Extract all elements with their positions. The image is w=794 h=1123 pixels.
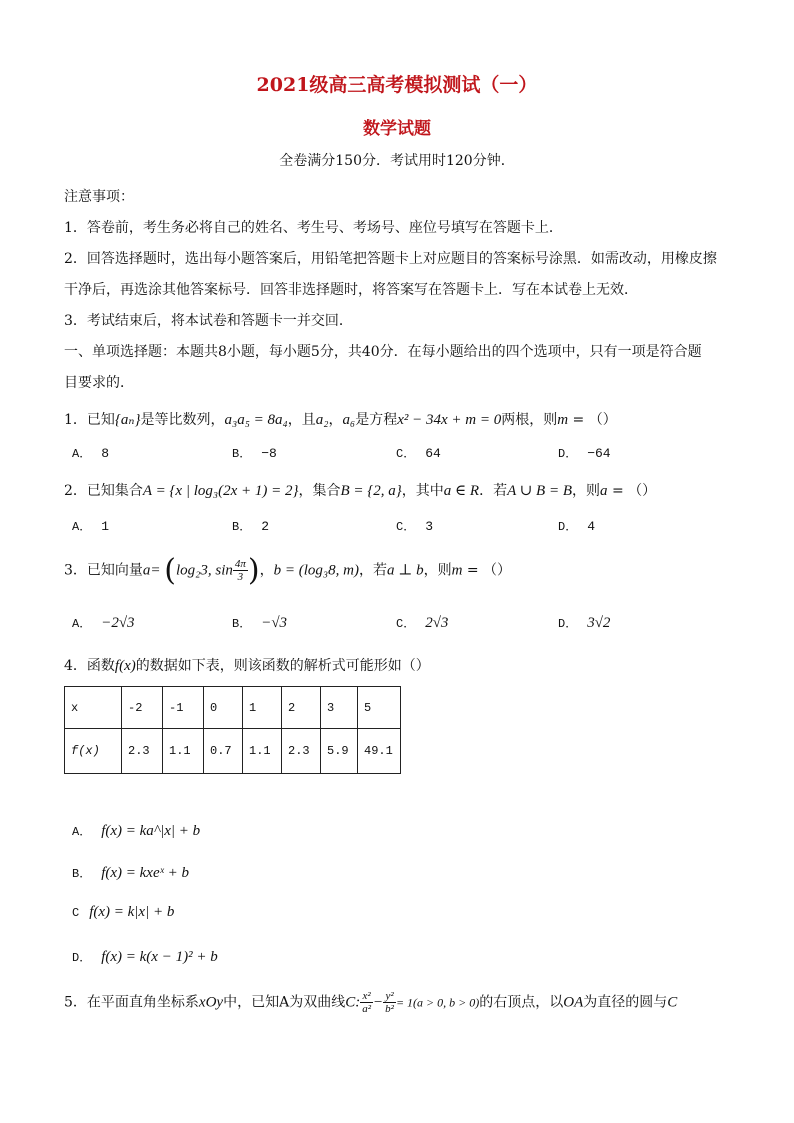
- table-cell: -1: [163, 687, 204, 729]
- fraction: $\frac{\text{x²}}{\text{a²}}$: [362, 990, 372, 1015]
- option-b: B． 2: [232, 519, 270, 534]
- table-cell: 1.1: [163, 729, 204, 774]
- math-expr: B = {2, a}: [340, 483, 402, 499]
- math-expr: A ∪ B = B: [507, 483, 572, 499]
- option-a: A． 8: [72, 446, 110, 461]
- option-d: D． f(x) = k(x − 1)² + b: [72, 949, 218, 965]
- question-2-stem: 2．已知集合A = {x | log₃(2x + 1) = 2}，集合B = {2, a}，其中a ∈ R．若A ∪ B = B，则a = （）: [64, 483, 657, 499]
- option-a: A． f(x) = ka^|x| + b: [72, 823, 201, 839]
- math-expr: {aₙ}: [114, 412, 141, 428]
- math-expr: m: [451, 562, 463, 579]
- option-a: A． 1: [72, 519, 110, 534]
- option-b: B． f(x) = kxeˣ + b: [72, 865, 189, 881]
- option-b: B． −√3: [232, 615, 288, 631]
- option-b: B． −8: [232, 446, 277, 461]
- math-expr: m: [557, 412, 569, 428]
- question-3-stem: 3．已知向量a= (log₂3, sin $\frac{4\pi}{3}$ )，b = (log₃8, m)，若a ⊥ b，则m = （）: [64, 553, 512, 588]
- math-expr: b: [273, 562, 282, 579]
- math-expr: C:: [345, 994, 361, 1011]
- math-expr: log₂3, sin: [176, 562, 233, 579]
- math-expr: a₃a₅ = 8a₄: [224, 412, 288, 428]
- notice-item: 2．回答选择题时，选出每小题答案后，用铅笔把答题卡上对应题目的答案标号涂黑．如需改动，用橡皮擦: [64, 251, 717, 267]
- math-expr: = (log₃8, m): [281, 562, 359, 579]
- math-expr: f(x): [114, 658, 136, 674]
- option-c: C． 3: [396, 519, 434, 534]
- option-c: C． 2√3: [396, 615, 449, 631]
- option-d: D． 3√2: [558, 615, 611, 631]
- table-cell: 3: [321, 687, 358, 729]
- fraction: $\frac{4\pi}{3}$: [234, 558, 246, 583]
- table-cell: 5: [358, 687, 401, 729]
- question-4-stem: 4．函数f(x)的数据如下表，则该函数的解析式可能形如（）: [64, 658, 430, 674]
- data-table: [64, 686, 401, 774]
- exam-subtitle: 数学试题: [363, 119, 431, 139]
- table-cell: 1.1: [243, 729, 282, 774]
- table-cell: 49.1: [358, 729, 401, 774]
- table-cell: 2.3: [122, 729, 163, 774]
- table-cell: -2: [122, 687, 163, 729]
- table-cell: 5.9: [321, 729, 358, 774]
- option-d: D． −64: [558, 446, 611, 461]
- table-row: [65, 687, 401, 729]
- exam-title: 2021级高三高考模拟测试（一）: [256, 74, 538, 96]
- math-expr: a ∈ R: [443, 483, 480, 499]
- math-expr: a: [142, 562, 151, 579]
- table-cell: 1: [243, 687, 282, 729]
- notice-heading: 注意事项：: [64, 189, 134, 205]
- question-1-stem: 1．已知{aₙ}是等比数列，a₃a₅ = 8a₄，且a₂，a₆是方程x² − 34x + m = 0两根，则m = （）: [64, 412, 617, 428]
- math-expr: xOy: [198, 994, 224, 1011]
- math-expr: OA: [563, 994, 584, 1011]
- math-expr: A = {x | log₃(2x + 1) = 2}: [142, 483, 299, 499]
- option-c: C． 64: [396, 446, 441, 461]
- section-heading: 一、单项选择题：本题共8小题，每小题5分，共40分．在每小题给出的四个选项中，只有一项是符合题: [64, 344, 702, 360]
- right-paren: ): [247, 553, 260, 588]
- notice-item: 干净后，再选涂其他答案标号．回答非选择题时，将答案写在答题卡上．写在本试卷上无效．: [64, 282, 638, 298]
- table-row: [65, 729, 401, 774]
- table-cell: x: [65, 687, 122, 729]
- option-c: C f(x) = k|x| + b: [72, 904, 175, 920]
- math-expr: a ⊥ b: [386, 562, 424, 579]
- table-cell: 2: [282, 687, 321, 729]
- exam-meta: 全卷满分150分．考试用时120分钟．: [279, 153, 515, 169]
- section-heading-cont: 目要求的．: [64, 375, 134, 391]
- math-expr: x² − 34x + m = 0: [397, 412, 502, 428]
- table-cell: 2.3: [282, 729, 321, 774]
- math-expr: C: [667, 994, 678, 1011]
- math-expr: a: [600, 483, 608, 499]
- left-paren: (: [164, 553, 177, 588]
- math-expr: a₆: [342, 412, 356, 428]
- table-cell: 0: [204, 687, 243, 729]
- fraction: $\frac{\text{y²}}{\text{b²}}$: [385, 990, 394, 1015]
- table-cell: 0.7: [204, 729, 243, 774]
- question-5-stem: 5．在平面直角坐标系xOy中，已知A为双曲线C: $\frac{\text{x²}}{\text{a²}}$ − $\frac{\text{y²}}{\text{b²}}$ = 1(a > 0, b > 0)的右顶点，以OA为直径的圆与C: [64, 990, 678, 1015]
- notice-item: 1．答卷前，考生务必将自己的姓名、考生号、考场号、座位号填写在答题卡上．: [64, 220, 563, 236]
- table-cell: f(x): [65, 729, 122, 774]
- notice-item: 3．考试结束后，将本试卷和答题卡一并交回．: [64, 313, 353, 329]
- math-expr: a₂: [315, 412, 329, 428]
- option-a: A． −2√3: [72, 615, 135, 631]
- option-d: D． 4: [558, 519, 596, 534]
- math-expr: = 1(a > 0, b > 0): [395, 995, 480, 1010]
